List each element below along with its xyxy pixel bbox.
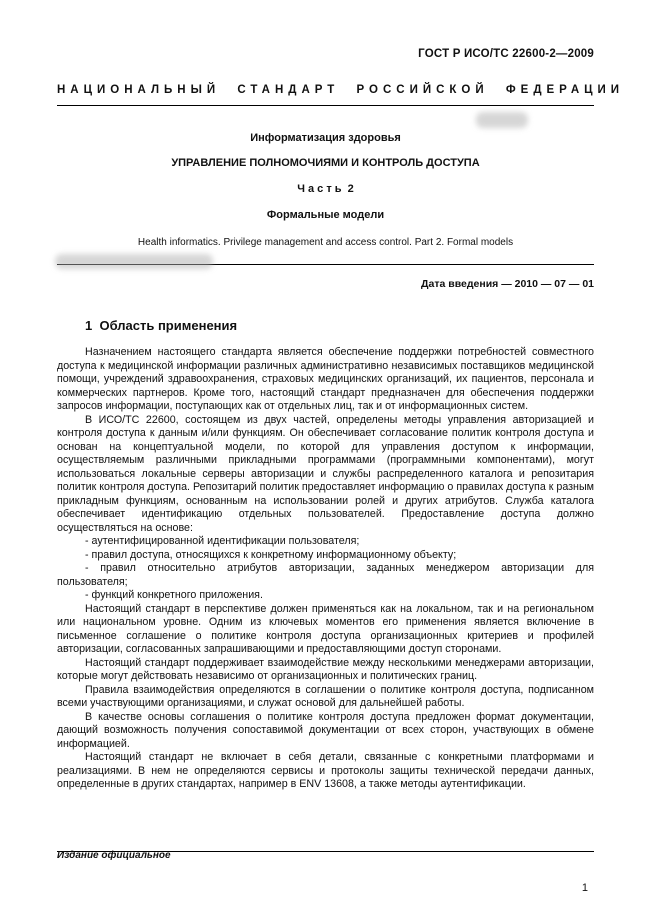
body-paragraph: Настоящий стандарт в перспективе должен применяться как на локальном, так и на региональном или национальном уровне. Одним из ключевых моментов его применения является включение в письменное соглашение о политике контроля доступа организационных критериев и профилей авторизации, согласованных запрашивающими и предоставляющими доступ сторонами.	[57, 602, 594, 655]
list-item: - правил относительно атрибутов авторизации, заданных менеджером авторизации для пользователя;	[57, 562, 594, 588]
header-rule	[57, 105, 594, 106]
body-paragraph: В качестве основы соглашения о политике контроля доступа предложен формат документации, дающий возможность получения сопоставимой документации от всех сторон, участвующих в обмене информацией.	[57, 710, 594, 750]
title-block	[57, 132, 594, 248]
scan-smudge	[476, 112, 528, 128]
title-subtitle: Формальные модели	[266, 209, 385, 221]
page-number: 1	[581, 882, 588, 894]
doc-code: ГОСТ Р ИСО/ТС 22600-2—2009	[418, 48, 594, 60]
body-paragraph: В ИСО/ТС 22600, состоящем из двух частей, определены методы управления авторизацией и контроля доступа к данным и/или функциям. Он обеспечивает согласование политик контроля доступа и основан на концептуальной модели, по которой для управления доступом к информации, осуществляемым различными прикладными программами (программными компонентами), могут использоваться локальные серверы авторизации и службы распределенного каталога и репозитария политик контроля доступа. Репозитарий политик предоставляет информацию о правилах доступа к разным прикладным функциям, основанным на использовании ролей и других атрибутов. Служба каталога обеспечивает идентификацию отдельных пользователей. Предоставление доступа должно осуществляться на основе:	[57, 413, 594, 534]
body-paragraph: Настоящий стандарт поддерживает взаимодействие между несколькими менеджерами авторизации, которые могут действовать независимо от организационных и политических границ.	[57, 656, 594, 682]
list-item: - аутентифицированной идентификации пользователя;	[85, 535, 360, 547]
section-body	[57, 346, 594, 792]
title-part: Ч а с т ь 2	[297, 183, 354, 195]
title-subject: Информатизация здоровья	[250, 132, 401, 144]
scan-smudge	[55, 254, 213, 269]
list-item: - функций конкретного приложения.	[85, 589, 263, 601]
list-item: - правил доступа, относящихся к конкретному информационному объекту;	[85, 548, 457, 561]
effective-date: Дата введения — 2010 — 07 — 01	[421, 278, 594, 290]
body-paragraph: Правила взаимодействия определяются в соглашении о политике контроля доступа, подписанном всеми участвующими организациями, и служат основой для дальнейшей работы.	[57, 683, 594, 709]
standard-type-heading: НАЦИОНАЛЬНЫЙ СТАНДАРТ РОССИЙСКОЙ ФЕДЕРАЦИИ	[57, 84, 625, 96]
title-english: Health informatics. Privilege management and access control. Part 2. Formal models	[137, 237, 514, 248]
section-heading: 1 Область применения	[85, 318, 238, 333]
body-paragraph: Настоящий стандарт не включает в себя детали, связанные с конкретными платформами и реализациями. В нем не определяются сервисы и протоколы защиты технической передачи данных, определенные в других стандартах, например в ENV 13608, а также методы аутентификации.	[57, 751, 594, 790]
edition-note: Издание официальное	[57, 850, 171, 861]
title-main: УПРАВЛЕНИЕ ПОЛНОМОЧИЯМИ И КОНТРОЛЬ ДОСТУПА	[171, 157, 480, 169]
body-paragraph: Назначением настоящего стандарта является обеспечение поддержки потребностей совместного доступа к медицинской информации различных административно независимых поставщиков медицинской помощи, учреждений здравоохранения, страховых медицинских организаций, их пациентов, персонала и коммерческих партнеров. Кроме того, настоящий стандарт предназначен для обеспечения поддержки запросов информации, поступающих как от отдельных лиц, так и от информационных систем.	[57, 346, 594, 412]
